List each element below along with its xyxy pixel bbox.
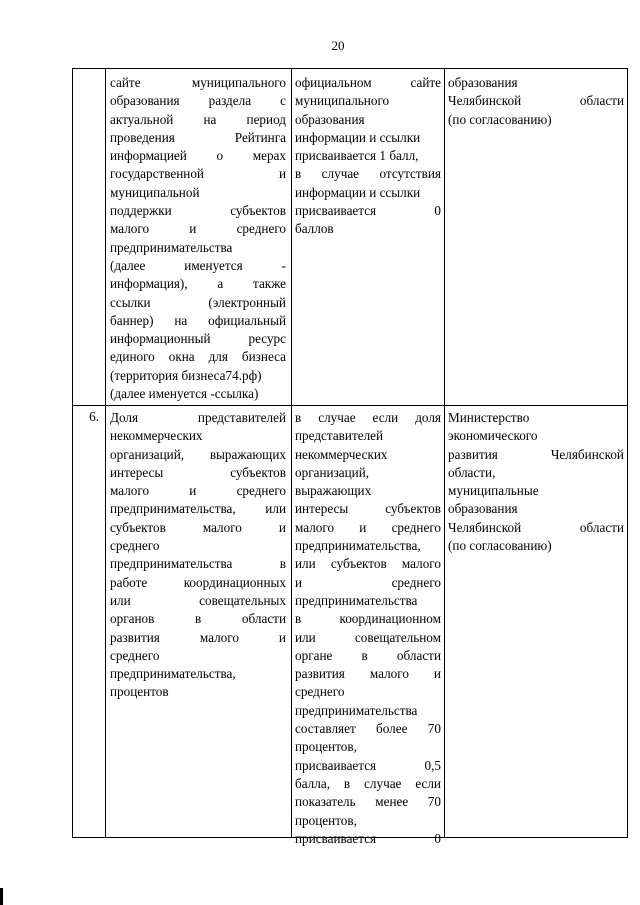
text-line: присваивается 0 <box>295 830 441 846</box>
text-line: образования <box>448 75 518 90</box>
text-line: поддержки субъектов <box>110 203 286 219</box>
text-line: Министерство <box>448 410 530 425</box>
text-line: выражающих <box>295 483 372 499</box>
text-line: среднего <box>295 684 345 700</box>
text-line: (территория бизнеса74.рф) <box>110 367 262 383</box>
text-line: среднего <box>110 538 160 554</box>
text-line: представителей <box>295 428 384 444</box>
text-line: среднего <box>110 647 160 663</box>
criteria-table <box>72 68 628 846</box>
text-line: государственной и <box>110 166 286 182</box>
text-line: экономического <box>448 428 538 444</box>
text-line: предпринимательства <box>295 592 418 608</box>
text-line: в координационном <box>295 611 441 627</box>
text-line: в случае отсутствия <box>295 166 441 182</box>
text-line: Челябинской области <box>448 93 624 109</box>
text-line: баллов <box>295 221 334 237</box>
continuation-scoring-cell <box>295 74 441 239</box>
text-line: проведения Рейтинга <box>110 129 286 145</box>
scan-edge-mark <box>0 888 3 905</box>
text-line: (далее именуется - <box>110 257 286 273</box>
text-line: Челябинской области <box>448 519 624 535</box>
text-line: ссылки (электронный <box>110 294 286 310</box>
continuation-responsible-cell <box>448 74 624 129</box>
text-line: в случае если доля <box>295 410 441 425</box>
text-line: развития малого и <box>110 629 286 645</box>
text-line: информации и ссылки <box>295 184 421 200</box>
text-line: присваивается 0 <box>295 203 441 219</box>
text-line: информацией о мерах <box>110 148 286 164</box>
text-line: информации и ссылки <box>295 129 421 145</box>
text-line: процентов <box>110 684 169 700</box>
text-line: образования <box>295 111 365 127</box>
text-line: процентов, <box>295 812 357 828</box>
text-line: организаций, выражающих <box>110 446 286 462</box>
text-line: составляет более 70 <box>295 721 441 737</box>
text-line: развития малого и <box>295 666 441 682</box>
text-line: присваивается 0,5 <box>295 757 441 773</box>
text-line: муниципальной <box>110 184 200 200</box>
row-number: 6. <box>89 409 99 424</box>
text-line: муниципальные <box>448 483 539 499</box>
text-line: малого и среднего <box>110 221 286 237</box>
text-line: и среднего <box>295 574 441 590</box>
text-line: предпринимательства, <box>295 538 421 554</box>
text-line: области, <box>448 464 496 480</box>
text-line: органов в области <box>110 611 286 627</box>
text-line: информационный ресурс <box>110 331 286 347</box>
text-line: Доля представителей <box>110 410 286 425</box>
text-line: показатель менее 70 <box>295 794 441 810</box>
text-line: информация), а также <box>110 276 286 292</box>
text-line: органе в области <box>295 647 441 663</box>
text-line: (по согласованию) <box>448 111 552 127</box>
text-line: предпринимательства <box>110 239 233 255</box>
text-line: интересы субъектов <box>110 464 286 480</box>
text-line: организаций, <box>295 464 370 480</box>
text-line: официальном сайте <box>295 75 441 90</box>
text-line: единого окна для бизнеса <box>110 349 286 365</box>
text-line: муниципального <box>295 93 390 109</box>
text-line: некоммерческих <box>110 428 203 444</box>
text-line: процентов, <box>295 739 357 755</box>
text-line: субъектов малого и <box>110 519 286 535</box>
row6-indicator-cell <box>110 409 286 702</box>
text-line: малого и среднего <box>110 483 286 499</box>
text-line: (по согласованию) <box>448 538 552 554</box>
text-line: баннер) на официальный <box>110 312 286 328</box>
text-line: развития Челябинской <box>448 446 624 462</box>
text-line: предпринимательства, или <box>110 501 286 517</box>
text-line: актуальной на период <box>110 111 286 127</box>
text-line: образования <box>448 501 518 517</box>
text-line: сайте муниципального <box>110 75 286 90</box>
text-line: интересы субъектов <box>295 501 441 517</box>
row6-scoring-cell <box>295 409 441 848</box>
text-line: работе координационных <box>110 574 286 590</box>
row6-responsible-cell <box>448 409 624 555</box>
text-line: (далее именуется -ссылка) <box>110 386 259 402</box>
text-line: балла, в случае если <box>295 775 441 791</box>
text-line: или субъектов малого <box>295 556 441 572</box>
continuation-indicator-cell <box>110 74 286 403</box>
text-line: или совещательных <box>110 592 286 608</box>
text-line: предпринимательства, <box>110 666 236 682</box>
text-line: предпринимательства в <box>110 556 286 572</box>
text-line: присваивается 1 балл, <box>295 148 419 164</box>
text-line: образования раздела с <box>110 93 286 109</box>
page-number: 20 <box>331 38 345 53</box>
text-line: малого и среднего <box>295 519 441 535</box>
text-line: или совещательном <box>295 629 441 645</box>
text-line: некоммерческих <box>295 446 388 462</box>
text-line: предпринимательства <box>295 702 418 718</box>
